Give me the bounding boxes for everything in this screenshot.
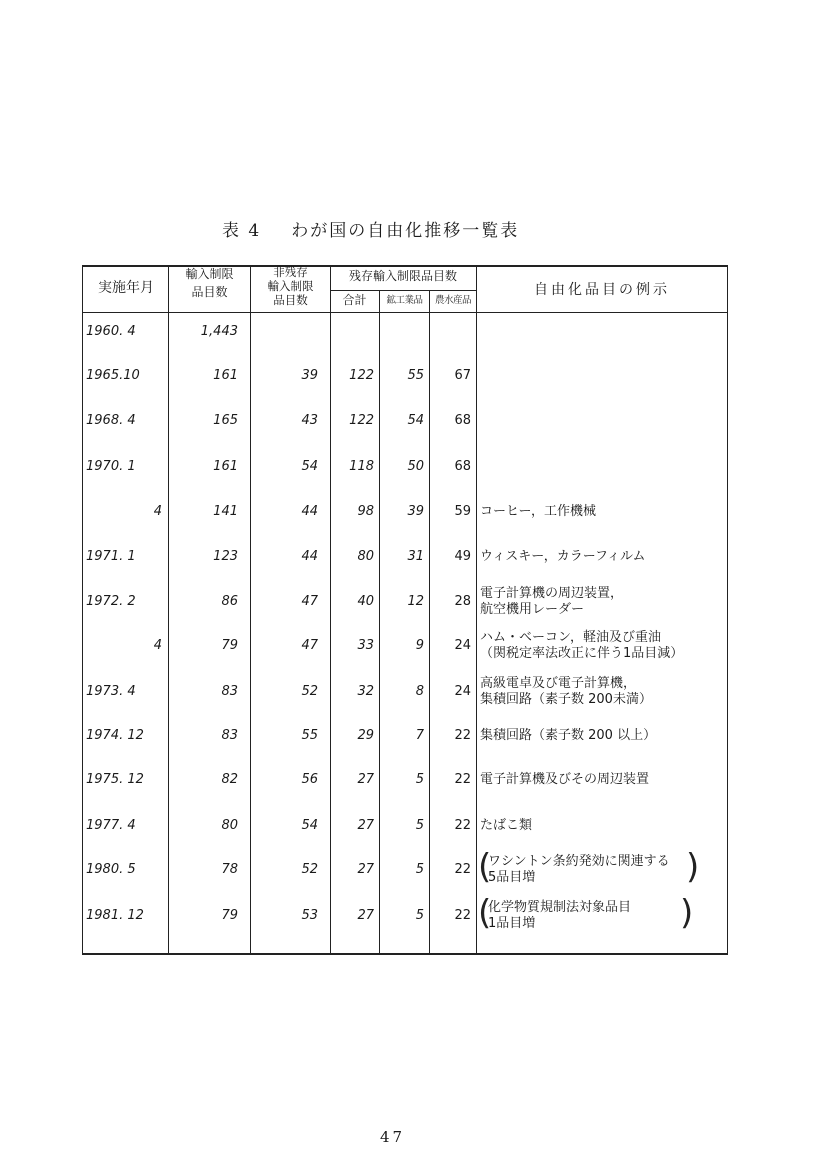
cell-non-residual: 44 [301, 504, 318, 519]
cell-agricultural: 22 [454, 908, 471, 923]
cell-industrial: 50 [407, 459, 424, 474]
cell-non-residual: 54 [301, 459, 318, 474]
header-restricted: 輸入制限 品目数 [185, 267, 234, 299]
cell-total: 118 [349, 459, 374, 474]
cell-agricultural: 24 [454, 684, 471, 699]
table-title: わが国の自由化推移一覧表 [291, 221, 520, 241]
example-line: ハム・ベーコン，軽油及び重油 [480, 630, 661, 645]
cell-date: 1980. 5 [86, 862, 136, 877]
cell-example [480, 586, 623, 618]
example-line: 高級電卓及び電子計算機， [480, 676, 637, 691]
cell-agricultural: 67 [454, 368, 471, 383]
cell-restricted: 78 [221, 862, 238, 877]
cell-date: 1977. 4 [86, 818, 136, 833]
example-line: 1品目増 [488, 916, 536, 931]
cell-date: 1981. 12 [86, 908, 144, 923]
col-divider-4 [379, 290, 380, 955]
cell-agricultural: 22 [454, 728, 471, 743]
cell-non-residual: 53 [301, 908, 318, 923]
cell-non-residual: 54 [301, 818, 318, 833]
table-left-border [82, 265, 83, 955]
cell-example [480, 728, 656, 744]
cell-non-residual: 44 [301, 549, 318, 564]
cell-restricted: 123 [213, 549, 238, 564]
close-bracket-icon: ) [686, 847, 700, 887]
cell-restricted: 86 [221, 594, 238, 609]
cell-industrial: 9 [415, 638, 424, 653]
cell-example [480, 676, 652, 708]
table-top-border [82, 265, 728, 267]
col-divider-1 [168, 265, 169, 955]
cell-total: 98 [357, 504, 374, 519]
cell-total: 29 [357, 728, 374, 743]
cell-industrial: 5 [415, 862, 424, 877]
cell-restricted: 161 [213, 368, 238, 383]
cell-non-residual: 47 [301, 594, 318, 609]
cell-total: 27 [357, 908, 374, 923]
example-line: 5品目増 [488, 870, 536, 885]
cell-agricultural: 49 [454, 549, 471, 564]
cell-restricted: 79 [221, 638, 238, 653]
cell-restricted: 161 [213, 459, 238, 474]
cell-total: 80 [357, 549, 374, 564]
cell-agricultural: 68 [454, 413, 471, 428]
cell-restricted: 83 [221, 728, 238, 743]
cell-non-residual: 52 [301, 862, 318, 877]
cell-agricultural: 22 [454, 772, 471, 787]
cell-example [480, 818, 532, 834]
example-line: ワシントン条約発効に関連する [488, 854, 670, 869]
cell-total: 122 [349, 368, 374, 383]
cell-date: 1970. 1 [86, 459, 136, 474]
cell-total: 27 [357, 772, 374, 787]
cell-restricted: 79 [221, 908, 238, 923]
cell-date: 1972. 2 [86, 594, 136, 609]
page-number: 47 [380, 1128, 406, 1146]
example-line: 集積回路（素子数 200 以上） [480, 728, 657, 743]
table-right-border [727, 265, 728, 955]
example-line: 化学物質規制法対象品目 [488, 900, 632, 915]
cell-total: 27 [357, 862, 374, 877]
residual-header-divider [330, 290, 476, 291]
example-line: 電子計算機の周辺装置， [480, 586, 624, 601]
header-agricultural: 農水産品 [434, 295, 471, 306]
cell-date: 1960. 4 [86, 324, 136, 339]
cell-industrial: 54 [407, 413, 424, 428]
cell-industrial: 8 [415, 684, 424, 699]
cell-total: 27 [357, 818, 374, 833]
cell-total: 32 [357, 684, 374, 699]
example-line: コーヒー，工作機械 [480, 504, 596, 519]
cell-date: 4 [153, 504, 162, 519]
cell-industrial: 12 [407, 594, 424, 609]
header-date: 実施年月 [98, 280, 154, 296]
header-bottom-border [82, 312, 728, 313]
example-line: （関税定率法改正に伴う1品目減） [480, 646, 684, 661]
cell-agricultural: 22 [454, 862, 471, 877]
cell-date: 1965.10 [86, 368, 140, 383]
cell-agricultural: 68 [454, 459, 471, 474]
cell-agricultural: 59 [454, 504, 471, 519]
cell-non-residual: 55 [301, 728, 318, 743]
header-non-residual: 非残存 輸入制限 品目数 [267, 265, 314, 307]
cell-industrial: 55 [407, 368, 424, 383]
table-bottom-border [82, 953, 728, 955]
cell-restricted: 1,443 [200, 324, 238, 339]
cell-total: 40 [357, 594, 374, 609]
cell-industrial: 5 [415, 818, 424, 833]
cell-industrial: 5 [415, 772, 424, 787]
header-residual: 残存輸入制限品目数 [348, 269, 457, 283]
cell-industrial: 31 [407, 549, 424, 564]
cell-date: 1971. 1 [86, 549, 136, 564]
cell-non-residual: 47 [301, 638, 318, 653]
cell-example [480, 630, 683, 662]
cell-date: 1974. 12 [86, 728, 144, 743]
example-line: 航空機用レーダー [480, 602, 585, 617]
cell-agricultural: 28 [454, 594, 471, 609]
cell-date: 1975. 12 [86, 772, 144, 787]
cell-industrial: 39 [407, 504, 424, 519]
header-industrial: 鉱工業品 [386, 295, 423, 306]
close-bracket-icon: ) [680, 893, 694, 933]
cell-example [480, 549, 646, 565]
cell-date: 4 [153, 638, 162, 653]
cell-example [480, 772, 649, 788]
col-divider-5 [429, 290, 430, 955]
cell-restricted: 80 [221, 818, 238, 833]
example-line: ウィスキー，カラーフィルム [480, 549, 646, 564]
header-total: 合計 [342, 293, 367, 307]
cell-non-residual: 39 [301, 368, 318, 383]
example-line: 電子計算機及びその周辺装置 [480, 772, 650, 787]
cell-non-residual: 52 [301, 684, 318, 699]
cell-industrial: 7 [415, 728, 424, 743]
cell-restricted: 165 [213, 413, 238, 428]
cell-example [488, 854, 670, 886]
cell-agricultural: 22 [454, 818, 471, 833]
example-line: 集積回路（素子数 200未満） [480, 692, 652, 707]
cell-agricultural: 24 [454, 638, 471, 653]
cell-date: 1973. 4 [86, 684, 136, 699]
cell-industrial: 5 [415, 908, 424, 923]
cell-non-residual: 56 [301, 772, 318, 787]
cell-total: 122 [349, 413, 374, 428]
col-divider-6 [476, 265, 477, 955]
example-line: たばこ類 [480, 818, 533, 833]
col-divider-2 [250, 265, 251, 955]
cell-example [488, 900, 631, 932]
open-bracket-icon: ( [478, 847, 492, 887]
cell-total: 33 [357, 638, 374, 653]
cell-date: 1968. 4 [86, 413, 136, 428]
cell-restricted: 141 [213, 504, 238, 519]
open-bracket-icon: ( [478, 893, 492, 933]
header-examples: 自由化品目の例示 [534, 282, 670, 298]
cell-example [480, 504, 596, 520]
cell-restricted: 82 [221, 772, 238, 787]
cell-restricted: 83 [221, 684, 238, 699]
cell-non-residual: 43 [301, 413, 318, 428]
table-number: 表 4 [222, 221, 262, 241]
